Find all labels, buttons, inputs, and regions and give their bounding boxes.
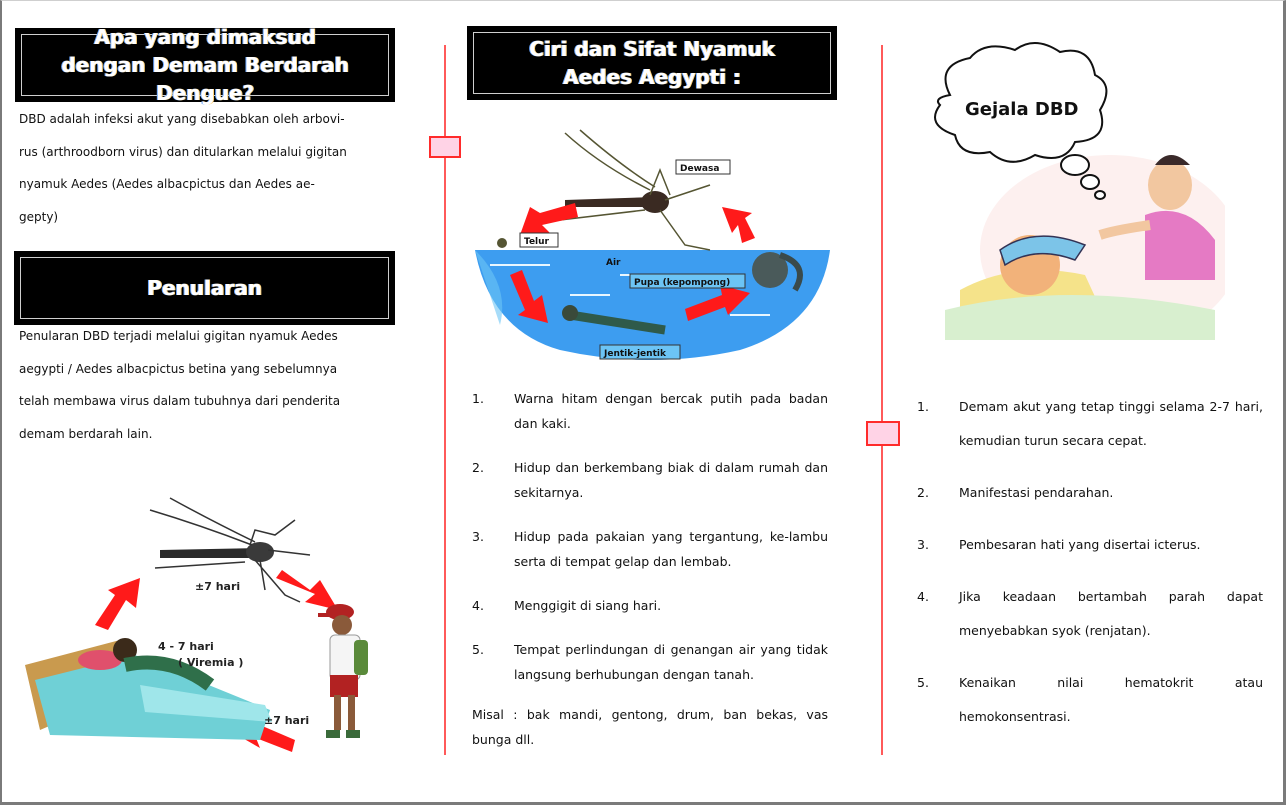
section-title-text: Apa yang dimaksud dengan Demam Berdarah Dengue? [21,34,389,96]
paragraph-line: DBD adalah infeksi akut yang disebabkan oleh arbovi- [19,112,345,126]
list-item: 4. Jika keadaan bertambah parah dapat menyebabkan syok (renjatan). [917,589,1263,638]
water-label: Air [606,258,621,268]
transmission-cycle-illustration [20,490,400,760]
symptoms-list [917,390,1263,752]
list-item: 5. Tempat perlindungan di genangan air yang tidak langsung berhubungan dengan tanah. [472,642,828,682]
paragraph-line: gepty) [19,209,59,224]
section-title-text: Ciri dan Sifat Nyamuk Aedes Aegypti : [473,32,831,94]
paragraph-line: demam berdarah lain. [19,426,153,441]
adult-label: Dewasa [680,164,720,174]
list-item: 4. Menggigit di siang hari. [472,598,662,613]
pupa-label: Pupa (kepompong) [634,278,731,288]
list-item: 1. Warna hitam dengan bercak putih pada badan dan kaki. [472,391,828,431]
mosquito-lifecycle-illustration [470,125,835,365]
separator-marker [866,421,900,446]
larva-label: Jentik-jentik [604,349,666,359]
list-item: 3. Hidup pada pakaian yang tergantung, ke-lambu serta di tempat gelap dan lembab. [472,529,828,569]
mosquito-traits-list [472,386,828,706]
symptoms-illustration [915,40,1225,340]
breeding-site-examples: Misal : bak mandi, gentong, drum, ban bekas, vas bunga dll. [472,707,828,747]
list-item: 2. Manifestasi pendarahan. [917,485,1114,500]
adult-mosquito-icon [560,130,710,250]
paragraph-line: Penularan DBD terjadi melalui gigitan nyamuk Aedes [19,329,338,343]
transmission-paragraph [19,320,399,450]
paragraph-line: rus (arthroodborn virus) dan ditularkan melalui gigitan [19,144,347,159]
paragraph-line: aegypti / Aedes albacpictus betina yang sebelumnya [19,361,338,376]
child-to-patient-label: ±7 hari [264,714,310,727]
column-separator [881,45,883,755]
viremia-days-label: 4 - 7 hari [158,640,214,653]
egg-label: Telur [524,237,549,247]
mosquito-to-child-label: ±7 hari [195,580,241,593]
paragraph-line: telah membawa virus dalam tubuhnya dari penderita [19,394,341,408]
list-item: 5. Kenaikan nilai hematokrit atau hemokonsentrasi. [917,675,1263,724]
school-child-icon [318,604,368,738]
list-item: 1. Demam akut yang tetap tinggi selama 2-7 hari, kemudian turun secara cepat. [917,399,1263,448]
symptoms-title: Gejala DBD [965,99,1079,120]
section-title-mosquito-traits [467,26,837,100]
eggs-icon [497,238,507,248]
viremia-label: ( Viremia ) [178,656,244,669]
section-title-transmission [14,251,395,325]
list-item: 3. Pembesaran hati yang disertai icterus. [917,537,1201,552]
separator-marker [429,136,461,158]
list-item: 2. Hidup dan berkembang biak di dalam rumah dan sekitarnya. [472,460,828,500]
sick-patient-icon [25,638,272,740]
paragraph-line: nyamuk Aedes (Aedes albacpictus dan Aedes ae- [19,177,315,191]
section-title-text: Penularan [20,257,389,319]
section-title-what-is-dbd [15,25,395,105]
definition-paragraph [19,103,399,233]
